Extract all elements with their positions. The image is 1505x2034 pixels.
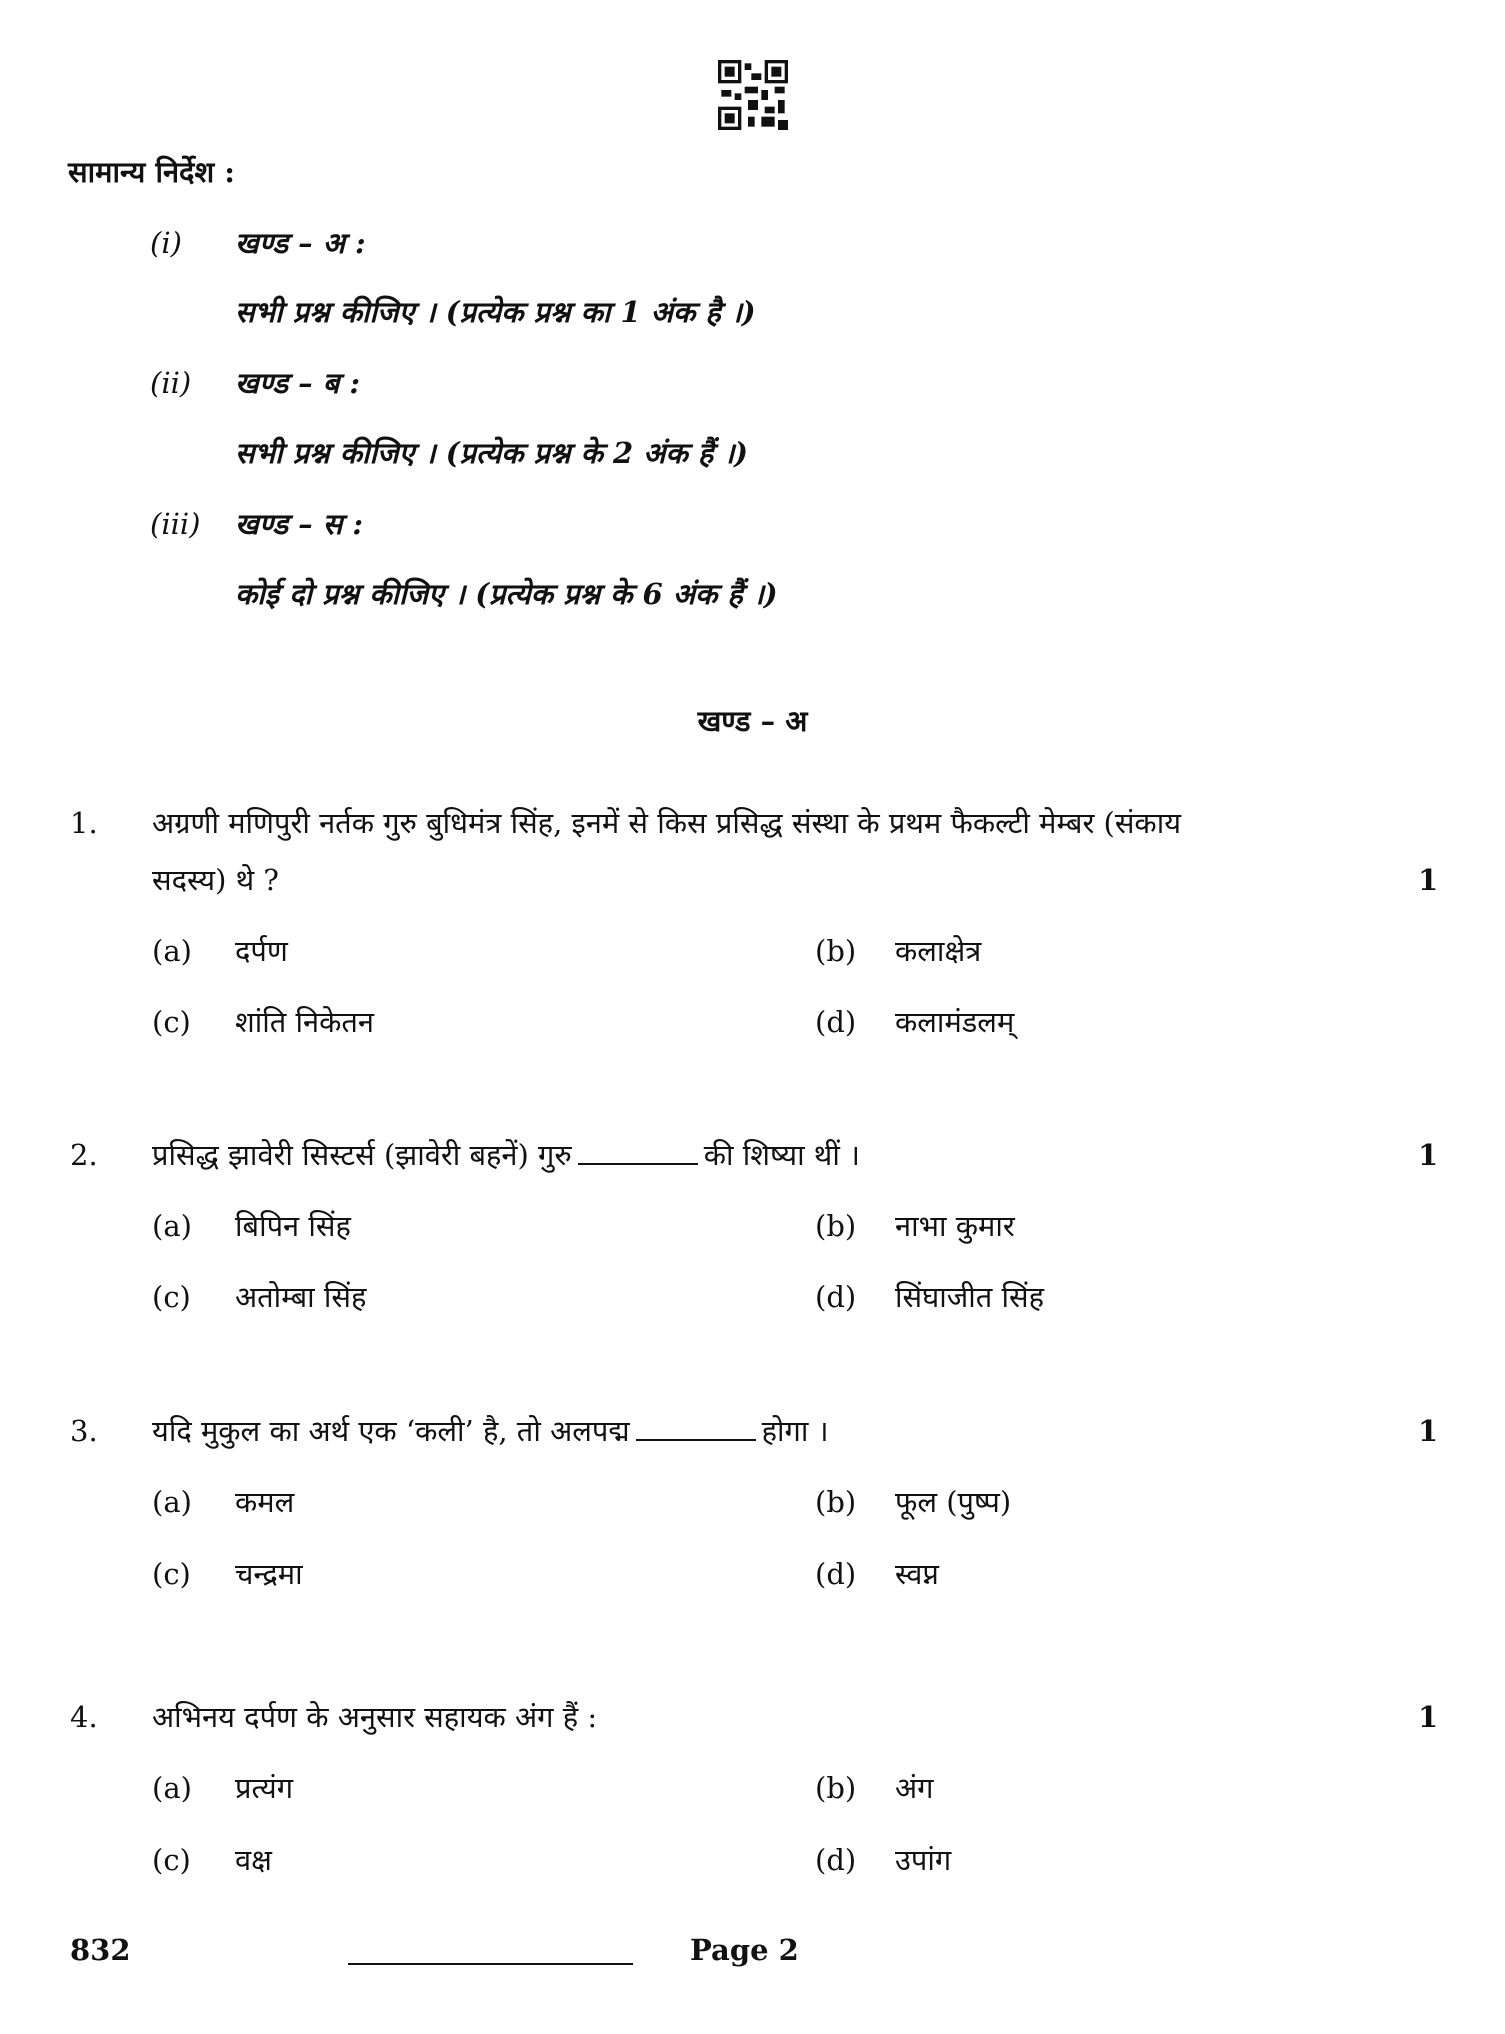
instruction-section: खण्ड – ब : [235, 366, 361, 400]
option-text: कलाक्षेत्र [895, 934, 982, 968]
option-label: (c) [152, 1843, 191, 1877]
question-marks: 1 [1418, 1414, 1439, 1448]
question-text: अभिनय दर्पण के अनुसार सहायक अंग हैं : [152, 1700, 598, 1734]
instruction-num: (i) [150, 226, 182, 260]
option-text: अतोम्बा सिंह [235, 1280, 367, 1314]
option-label: (a) [152, 1485, 192, 1519]
instruction-section: खण्ड – अ : [235, 226, 366, 260]
option-text: नाभा कुमार [895, 1209, 1015, 1243]
question-text-before: यदि मुकुल का अर्थ एक ‘कली’ है, तो अलपद्म [152, 1414, 630, 1448]
paper-code: 832 [70, 1933, 131, 1967]
option-label: (b) [815, 1485, 857, 1519]
option-text: सिंघाजीत सिंह [895, 1280, 1045, 1314]
question-number: 1. [70, 806, 98, 840]
option-label: (a) [152, 1771, 192, 1805]
question-number: 3. [70, 1414, 98, 1448]
question-text-after: होगा । [761, 1414, 829, 1448]
option-text: कमल [235, 1485, 295, 1519]
option-label: (d) [815, 1005, 857, 1039]
option-label: (b) [815, 1771, 857, 1805]
option-label: (c) [152, 1280, 191, 1314]
question-text [152, 1138, 861, 1172]
page-number: Page 2 [690, 1933, 799, 1967]
question-number: 4. [70, 1700, 98, 1734]
question-number: 2. [70, 1138, 98, 1172]
option-text: फूल (पुष्प) [895, 1485, 1012, 1519]
question-text [152, 1414, 829, 1448]
option-label: (c) [152, 1557, 191, 1591]
question-marks: 1 [1418, 1138, 1439, 1172]
option-text: चन्द्रमा [235, 1557, 303, 1591]
option-label: (a) [152, 1209, 192, 1243]
instruction-num: (ii) [150, 366, 192, 400]
option-label: (c) [152, 1005, 191, 1039]
question-text-cont: सदस्य) थे ? [152, 863, 279, 897]
option-label: (a) [152, 934, 192, 968]
qr-code-icon [718, 60, 788, 130]
option-text: कलामंडलम् [895, 1005, 1015, 1039]
option-label: (b) [815, 934, 857, 968]
option-text: बिपिन सिंह [235, 1209, 351, 1243]
question-marks: 1 [1418, 863, 1439, 897]
footer-divider [348, 1963, 633, 1965]
question-text: अग्रणी मणिपुरी नर्तक गुरु बुधिमंत्र सिंह, इनमें से किस प्रसिद्ध संस्था के प्रथम फैकल्टी मेम्बर (संकाय [152, 806, 1182, 840]
instruction-text: सभी प्रश्न कीजिए । (प्रत्येक प्रश्न का 1 अंक है ।) [235, 295, 756, 329]
option-label: (d) [815, 1843, 857, 1877]
question-text-after: की शिष्या थीं । [703, 1138, 861, 1172]
fill-blank [636, 1439, 756, 1441]
instruction-text: सभी प्रश्न कीजिए । (प्रत्येक प्रश्न के 2 अंक हैं ।) [235, 436, 749, 470]
option-text: वक्ष [235, 1843, 272, 1877]
question-text-before: प्रसिद्ध झावेरी सिस्टर्स (झावेरी बहनें) गुरु [152, 1138, 572, 1172]
fill-blank [578, 1163, 698, 1165]
option-label: (b) [815, 1209, 857, 1243]
general-instructions-title: सामान्य निर्देश : [68, 155, 235, 189]
option-text: शांति निकेतन [235, 1005, 374, 1039]
option-text: उपांग [895, 1843, 952, 1877]
section-heading: खण्ड – अ [697, 704, 808, 738]
option-label: (d) [815, 1557, 857, 1591]
instruction-num: (iii) [150, 507, 201, 541]
instruction-section: खण्ड – स : [235, 507, 364, 541]
instruction-text: कोई दो प्रश्न कीजिए । (प्रत्येक प्रश्न के 6 अंक हैं ।) [235, 577, 778, 611]
option-text: दर्पण [235, 934, 288, 968]
option-text: अंग [895, 1771, 934, 1805]
question-marks: 1 [1418, 1700, 1439, 1734]
option-text: प्रत्यंग [235, 1771, 294, 1805]
option-text: स्वप्न [895, 1557, 939, 1591]
option-label: (d) [815, 1280, 857, 1314]
